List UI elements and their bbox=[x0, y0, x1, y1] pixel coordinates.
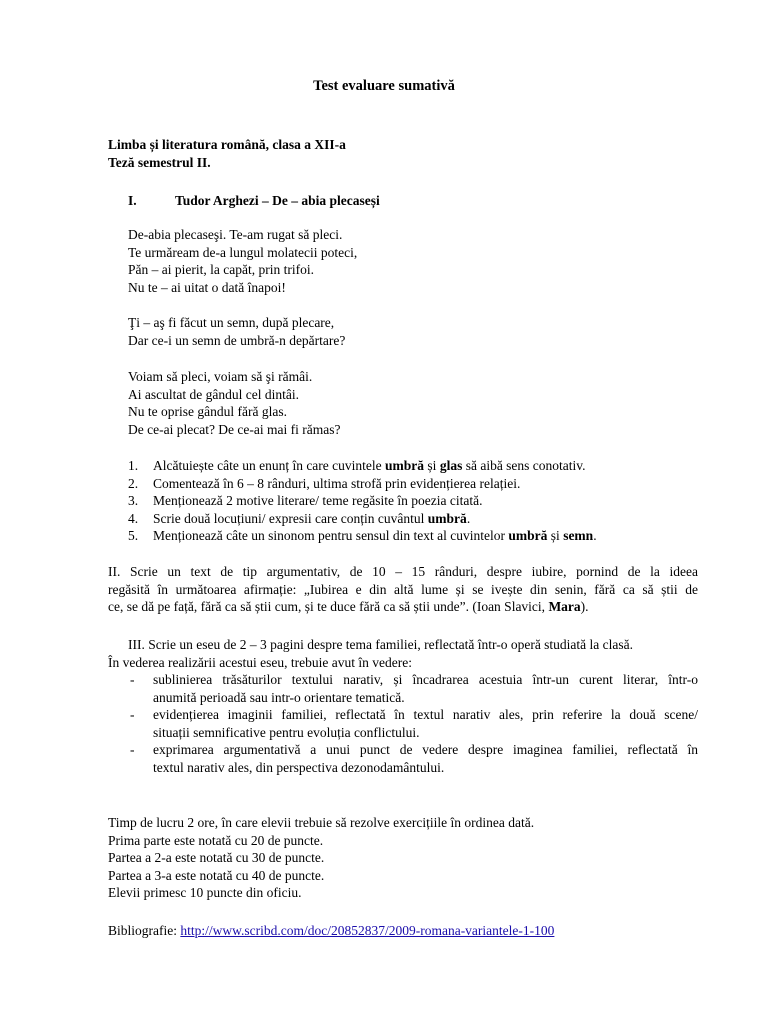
poem-line: Voiam să pleci, voiam să şi rămâi. bbox=[128, 369, 313, 384]
instruction-line: Timp de lucru 2 ore, în care elevii trebuie să rezolve exercițiile în ordinea dată. bbox=[108, 815, 535, 830]
requirement-item: - evidențierea imaginii familiei, reflectată în textul narativ ales, prin referire la două scene/ situații semnificative pentru evoluția conflictului. bbox=[130, 707, 698, 740]
keyword: glas bbox=[439, 458, 463, 473]
poem-stanza-2 bbox=[128, 314, 345, 349]
poem-line: Ai ascultat de gândul cel dintâi. bbox=[128, 386, 299, 402]
poem-line: Păn – ai pierit, la capăt, prin trifoi. bbox=[128, 262, 314, 277]
question-number: 5. bbox=[128, 528, 139, 543]
question-text: Scrie două locuțiuni/ expresii care conțin cuvântul umbră. bbox=[153, 510, 471, 526]
poem-line: Dar ce-i un semn de umbră-n depărtare? bbox=[128, 332, 346, 348]
bibliography-label: Bibliografie: bbox=[108, 923, 181, 938]
exam-line: Teză semestrul II. bbox=[108, 155, 211, 170]
poem-line: Te urmăream de-a lungul molatecii poteci, bbox=[128, 244, 358, 260]
book-title: Mara bbox=[548, 599, 581, 614]
bibliography-link[interactable]: http://www.scribd.com/doc/20852837/2009-romana-variantele-1-100 bbox=[180, 923, 555, 938]
question-text: Alcătuiește câte un enunț în care cuvintele umbră și glas să aibă sens conotativ. bbox=[153, 458, 586, 473]
section3-line: III. Scrie un eseu de 2 – 3 pagini despre tema familiei, reflectată într-o operă studiată la clasă. bbox=[128, 637, 634, 652]
poem-stanza-1 bbox=[128, 226, 357, 296]
poem-line: De-abia plecaseşi. Te-am rugat să pleci. bbox=[128, 227, 343, 242]
section2-line: regăsită în următoarea afirmație: „Iubirea e din altă lume și se ivește din senin, fără ca să știi de bbox=[108, 581, 698, 597]
dash-bullet: - bbox=[130, 672, 135, 687]
instruction-line: Elevii primesc 10 puncte din oficiu. bbox=[108, 885, 302, 900]
question-number: 4. bbox=[128, 510, 139, 526]
exam-instructions bbox=[108, 814, 534, 902]
section3-line: În vederea realizării acestui eseu, trebuie avut în vedere: bbox=[108, 654, 412, 670]
dash-bullet: - bbox=[130, 707, 135, 722]
section2-paragraph bbox=[108, 563, 698, 616]
poem-line: Nu te – ai uitat o dată înapoi! bbox=[128, 279, 286, 295]
question-text: Menționează câte un sinonom pentru sensul din text al cuvintelor umbră și semn. bbox=[153, 528, 597, 543]
requirement-item: - exprimarea argumentativă a unui punct de vedere despre imaginea familiei, reflectată în textul narativ ales, din perspectiva dezonodamântului. bbox=[130, 742, 698, 775]
question-number: 2. bbox=[128, 475, 139, 491]
instruction-line: Partea a 3-a este notată cu 40 de puncte. bbox=[108, 867, 325, 883]
instruction-line: Prima parte este notată cu 20 de puncte. bbox=[108, 832, 324, 848]
poem-line: Nu te oprise gândul fără glas. bbox=[128, 404, 287, 419]
keyword: umbră bbox=[427, 510, 467, 526]
question-text: Menționează 2 motive literare/ teme regăsite în poezia citată. bbox=[153, 493, 483, 508]
keyword: umbră bbox=[385, 458, 425, 473]
poem-stanza-3 bbox=[128, 368, 341, 438]
poem-line: De ce-ai plecat? De ce-ai mai fi rămas? bbox=[128, 421, 341, 437]
dash-bullet: - bbox=[130, 742, 135, 757]
keyword: semn bbox=[563, 528, 594, 543]
section3-intro bbox=[108, 636, 698, 671]
poem-line: Ţi – aş fi făcut un semn, după plecare, bbox=[128, 315, 335, 330]
question-number: 3. bbox=[128, 493, 139, 508]
section2-line: ce, se dă pe față, fără ca să știi cum, și te duce fără ca să știi unde”. (Ioan Slavici, Mara). bbox=[108, 599, 589, 614]
section1-heading: Tudor Arghezi – De – abia plecaseși bbox=[175, 193, 380, 208]
instruction-line: Partea a 2-a este notată cu 30 de puncte. bbox=[108, 850, 325, 865]
keyword: umbră bbox=[508, 528, 548, 543]
document-title: Test evaluare sumativă bbox=[313, 78, 455, 94]
requirement-item: - sublinierea trăsăturilor textului narativ, și încadrarea acestuia într-un curent literar, într-o anumită perioadă sau intr-o orientare tematică. bbox=[130, 672, 698, 705]
question-text: Comentează în 6 – 8 rânduri, ultima strofă prin evidențierea relației. bbox=[153, 475, 521, 491]
section2-line: II. Scrie un text de tip argumentativ, de 10 – 15 rânduri, despre iubire, pornind de la ideea bbox=[108, 564, 698, 579]
section1-numeral: I. bbox=[128, 193, 137, 208]
question-number: 1. bbox=[128, 458, 139, 473]
section3-requirements bbox=[108, 671, 698, 776]
bibliography bbox=[108, 922, 554, 939]
subject-line: Limba și literatura română, clasa a XII-a bbox=[108, 137, 346, 152]
